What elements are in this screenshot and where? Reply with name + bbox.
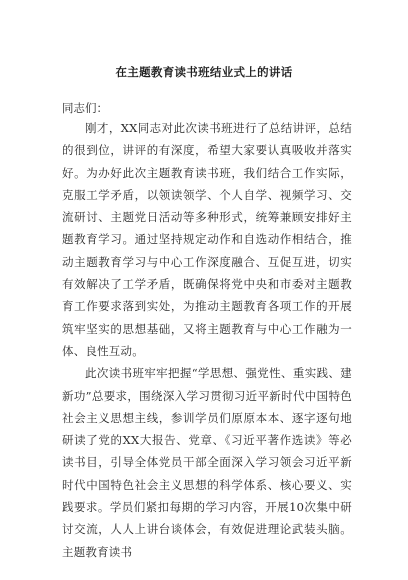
paragraph-2: 此次读书班牢牢把握“学思想、强党性、重实践、建新功”总要求，围绕深入学习贯彻习近平新时代中国特色社会主义思想主线，参训学员们原原本本、逐字逐句地研读了党的XX大报告、党章、《习近平著作选读》等必读书目，引导全体党员干部全面深入学习领会习近平新时代中国特色社会主义思想的科学体系、核心要义、实践要求。学员们紧扣每期的学习内容，开展10次集中研讨交流，人人上讲台谈体会，有效促进理论武装头脑。主题教育读书 bbox=[62, 366, 352, 559]
document-body bbox=[62, 117, 352, 563]
paragraph-1: 刚才，XX同志对此次读书班进行了总结讲评，总结的很到位，讲评的有深度，希望大家要认真吸收并落实好。为办好此次主题教育读书班，我们结合工作实际，克服工学矛盾，以领读领学、个人自学、视频学习、交流研讨、主题党日活动等多种形式，统筹兼顾安排好主题教育学习。通过坚持规定动作和自选动作相结合，推动主题教育学习与中心工作深度融合、互促互进，切实有效解决了工学矛盾，既确保将党中央和市委对主题教育工作要求落到实处，为推动主题教育各项工作的开展筑牢坚实的思想基础，又将主题教育与中心工作融为一体、良性互动。 bbox=[62, 121, 352, 358]
document-title: 在主题教育读书班结业式上的讲话 bbox=[115, 65, 293, 79]
salutation: 同志们： bbox=[62, 101, 108, 115]
